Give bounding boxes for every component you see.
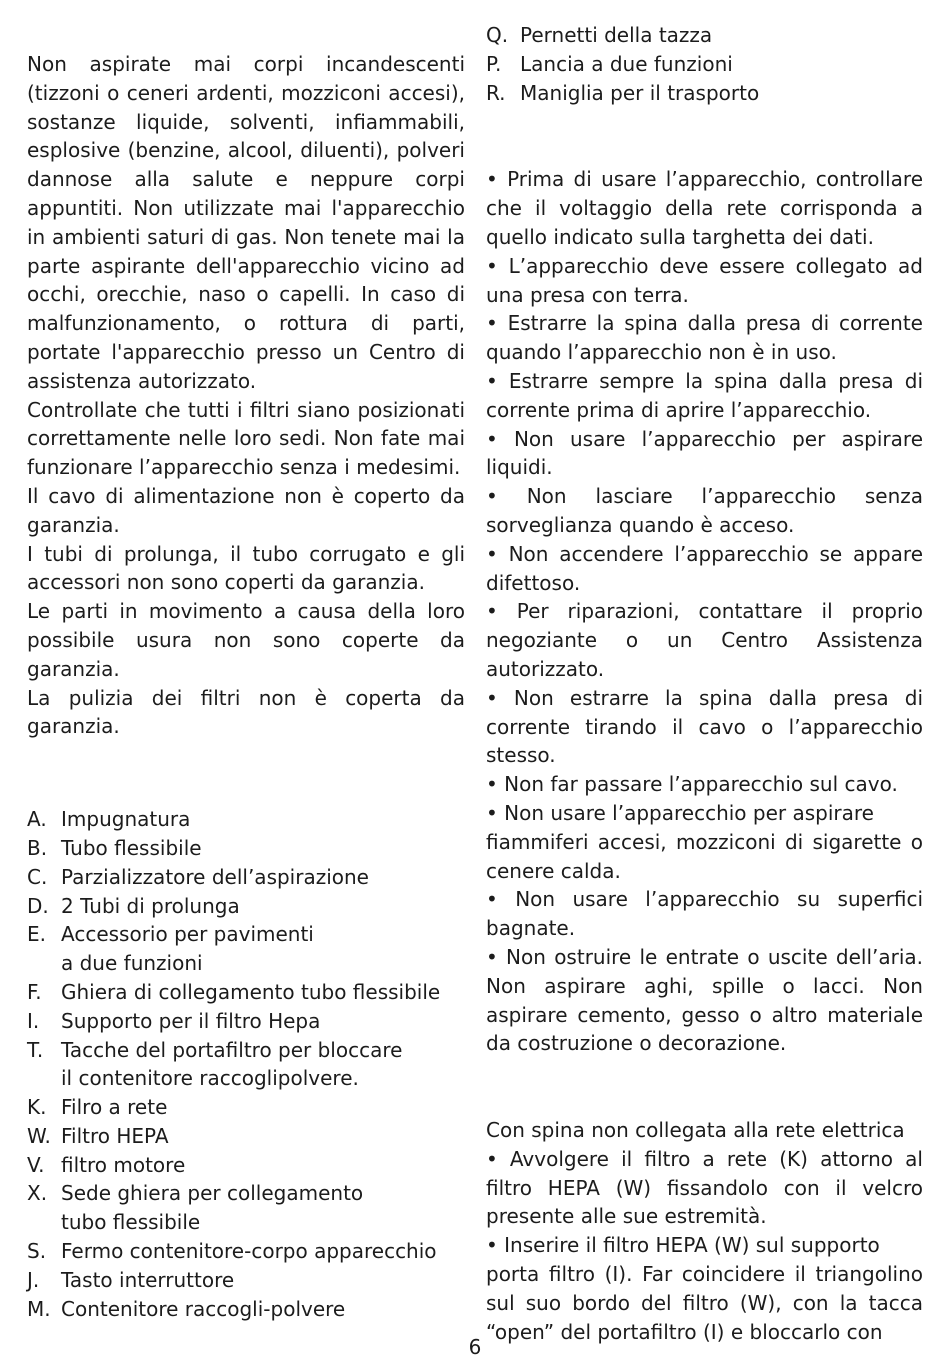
safety-bullet: • Prima di usare l’apparecchio, controllare che il voltaggio della rete corrisponda a quello indicato sulla targhetta dei dati. [486,167,923,249]
safety-bullet: • Non lasciare l’apparecchio senza sorveglianza quando è acceso. [486,484,923,537]
legend-item: I. Supporto per il filtro Hepa [27,1008,321,1033]
safety-bullet: • Per riparazioni, contattare il proprio negoziante o un Centro Assistenza autorizzato. [486,599,923,681]
warning-paragraph: Il cavo di alimentazione non è coperto da garanzia. [27,483,465,537]
filter-step: • Avvolgere il filtro a rete (K) attorno al filtro HEPA (W) fissandolo con il velcro presente alle sue estremità. [486,1146,923,1229]
legend-item: E. Accessorio per pavimenti a due funzioni [27,922,314,976]
safety-bullet: • Estrarre la spina dalla presa di corrente quando l’apparecchio non è in uso. [486,311,923,365]
parts-legend [27,805,465,1323]
filter-step-continuation: porta filtro (I). Far coincidere il triangolino sul suo bordo del filtro (W), con la tacca “open” del portafiltro (I) e bloccarlo con [486,1262,923,1344]
page-number: 6 [468,1335,482,1359]
legend-item: D. 2 Tubi di prolunga [27,893,240,918]
legend-item: F. Ghiera di collegamento tubo flessibile [27,979,441,1004]
legend-item: R. Maniglia per il trasporto [486,80,760,105]
warning-paragraph: Non aspirate mai corpi incandescenti (tizzoni o ceneri ardenti, mozziconi accesi), sostanze liquide, solventi, infiammabili, esplosive (benzine, alcool, diluenti), polveri dannose alla salute e neppure corpi appuntiti. Non utilizzate mai l'apparecchio in ambienti saturi di gas. Non tenete mai la parte aspirante dell'apparecchio vicino ad occhi, orecchie, naso o capelli. In caso di malfunzionamento, o rottura di parti, portate l'apparecchio presso un Centro di assistenza autorizzato. [27,52,465,393]
legend-item: Q. Pernetti della tazza [486,23,713,47]
legend-item: V. filtro motore [27,1152,186,1177]
legend-item: S. Fermo contenitore-corpo apparecchio [27,1239,437,1264]
legend-item: M. Contenitore raccogli-polvere [27,1296,346,1321]
right-column [486,0,923,1346]
legend-item: X. Sede ghiera per collegamento tubo flessibile [27,1181,364,1235]
safety-bullet: • Non accendere l’apparecchio se appare difettoso. [486,541,923,595]
warning-paragraph: La pulizia dei filtri non è coperta da garanzia. [27,685,465,739]
legend-item: B. Tubo flessibile [27,835,202,860]
safety-bullet: • Non ostruire le entrate o uscite dell’aria. Non aspirare aghi, spille o lacci. Non aspirare cemento, gesso o altro materiale da costruzione o decorazione. [486,944,923,1056]
safety-bullet: • Non usare l’apparecchio per aspirare liquidi. [486,426,923,480]
left-column [27,0,465,1323]
legend-item: P. Lancia a due funzioni [486,51,733,76]
safety-bullet-first-line: • Non usare l’apparecchio per aspirare [486,800,874,825]
safety-bullet: • L’apparecchio deve essere collegato ad una presa con terra. [486,253,923,307]
legend-item: K. Filro a rete [27,1095,168,1120]
filter-step-first-line: • Inserire il filtro HEPA (W) sul supporto [486,1233,880,1258]
legend-item: J. Tasto interruttore [27,1267,235,1292]
filter-section-intro: Con spina non collegata alla rete elettrica [486,1118,905,1143]
legend-item: T. Tacche del portafiltro per bloccare il contenitore raccoglipolvere. [27,1037,403,1091]
warning-paragraph: Le parti in movimento a causa della loro possibile usura non sono coperte da garanzia. [27,599,465,681]
safety-bullet: • Non usare l’apparecchio su superfici bagnate. [486,887,923,941]
safety-bullet-continuation: fiammiferi accesi, mozziconi di sigarette o cenere calda. [486,829,923,883]
safety-bullet: • Non far passare l’apparecchio sul cavo. [486,772,898,797]
warning-paragraph: Controllate che tutti i filtri siano posizionati correttamente nelle loro sedi. Non fate mai funzionare l’apparecchio senza i medesimi. [27,397,465,480]
legend-item: W. Filtro HEPA [27,1123,169,1148]
safety-bullet: • Non estrarre la spina dalla presa di corrente tirando il cavo o l’apparecchio stesso. [486,685,923,768]
safety-bullet: • Estrarre sempre la spina dalla presa di corrente prima di aprire l’apparecchio. [486,368,923,422]
legend-item: C. Parzializzatore dell’aspirazione [27,864,369,889]
legend-item: A. Impugnatura [27,807,191,832]
parts-legend-continued [486,21,923,107]
warning-paragraph: I tubi di prolunga, il tubo corrugato e gli accessori non sono coperti da garanzia. [27,541,465,595]
